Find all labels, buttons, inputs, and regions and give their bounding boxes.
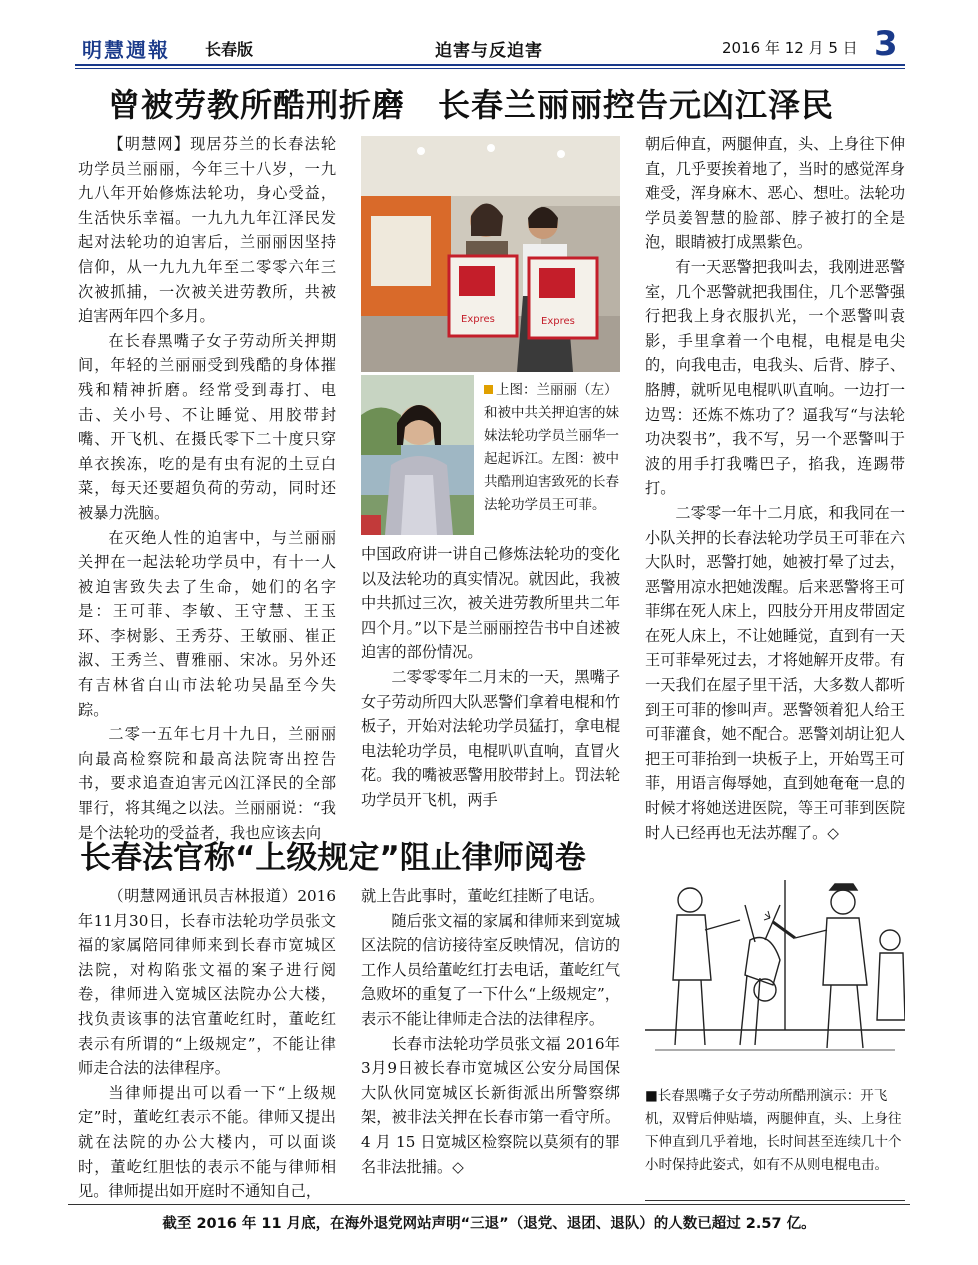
paragraph: 有一天恶警把我叫去，我刚进恶警室，几个恶警就把我围住，几个恶警强行把我上身衣服扒光，一个恶警叫袁影，手里拿着一个电棍，电棍是电尖的，向我电击，电我头、后背、脖子、胳膊，就听见电棍叭叭直响。一边打一边骂：还炼不炼功了？逼我写“与法轮功决裂书”，我不写，另一个恶警叫于波的用手打我嘴巴子，掐我，连踢带打。: [645, 257, 905, 498]
caption-rule: [645, 1200, 905, 1201]
article1-column-2: [361, 542, 620, 813]
paragraph: 就上告此事时，董屹红挂断了电话。: [361, 887, 604, 905]
page-number: 3: [874, 24, 898, 64]
newspaper-brand: 明慧週報: [82, 38, 170, 62]
paragraph: 长春市法轮功学员张文福 2016年3月9日被长春市宽城区公安分局国保大队伙同宽城区长新街派出所警察绑架，被非法关押在长春市第一看守所。4 月 15 日宽城区检察院以莫须有的罪名非法批捕。◇: [361, 1034, 620, 1176]
caption-marker: [484, 385, 493, 394]
torture-illustration: [645, 860, 905, 1078]
photo-caption-text: 上图：兰丽丽（左）和被中共关押迫害的妹妹法轮功学员兰丽华一起起诉江。左图：被中共酷刑迫害致死的长春法轮功学员王可菲。: [484, 382, 619, 513]
paragraph: 【明慧网】现居芬兰的长春法轮功学员兰丽丽，今年三十八岁，一九九八年开始修炼法轮功，身心受益，生活快乐幸福。一九九九年江泽民发起对法轮功的迫害后，兰丽丽因坚持信仰，从一九九九年至二零零六年三次被抓捕，一次被关进劳教所，共被迫害两年四个多月。: [78, 135, 336, 326]
footer-rule: [68, 1204, 910, 1205]
article2-column-1: [78, 884, 336, 1204]
photo-portrait-image: [361, 375, 474, 535]
article2-column-2: [361, 884, 620, 1179]
bag-label-left: Expres: [461, 314, 495, 325]
article1-column-1: [78, 132, 336, 845]
header-rule: [75, 64, 905, 66]
torture-illustration-drawing: [645, 860, 905, 1078]
paragraph: 二零零零年二月末的一天，黑嘴子女子劳动所四大队恶警们拿着电棍和竹板子，开始对法轮功学员猛打，拿电棍电法轮功学员，电棍叭叭直响，直冒火花。我的嘴被恶警用胶带封上。罚法轮功学员开飞机，两手: [361, 667, 620, 809]
illustration-caption: ■长春黑嘴子女子劳动所酷刑演示：开飞机，双臂后伸贴墙，两腿伸直，头、上身往下伸直到几乎着地，长时间甚至连续几十个小时保持此姿式，如有不从则电棍电击。: [645, 1088, 902, 1173]
photo-sisters-image: [361, 136, 620, 372]
paragraph: 朝后伸直，两腿伸直，头、上身往下伸直，几乎要挨着地了，当时的感觉浑身难受，浑身麻木、恶心、想吐。法轮功学员姜智慧的脸部、脖子被打的全是泡，眼睛被打成黑紫色。: [645, 135, 905, 252]
paragraph: （明慧网通讯员吉林报道）2016年11月30日，长春市法轮功学员张文福的家属陪同律师来到长春市宽城区法院，对构陷张文福的案子进行阅卷，律师进入宽城区法院办公大楼，找负责该事的法官董屹红时，董屹红表示有所谓的“上级规定”，不能让律师走合法的法律程序。: [78, 887, 336, 1078]
article1-column-3: [645, 132, 905, 845]
paragraph: 当律师提出可以看一下“上级规定”时，董屹红表示不能。律师又提出就在法院的办公大楼内，可以面谈时，董屹红胆怯的表示不能与律师相见。律师提出如开庭时不通知自己，: [78, 1083, 336, 1201]
paragraph: 随后张文福的家属和律师来到宽城区法院的信访接待室反映情况，信访的工作人员给董屹红打去电话，董屹红气急败坏的重复了一下什么“上级规定”，表示不能让律师走合法的法律程序。: [361, 911, 620, 1028]
issue-date: 2016 年 12 月 5 日: [722, 39, 858, 57]
header-rule-thin: [75, 68, 905, 69]
photo-sisters: [361, 136, 620, 372]
section-title: 迫害与反迫害: [435, 41, 543, 61]
article2-headline: 长春法官称“上级规定”阻止律师阅卷: [80, 840, 586, 876]
bag-label-right: Expres: [541, 316, 575, 327]
paragraph: 二零一五年七月十九日，兰丽丽向最高检察院和最高法院寄出控告书，要求追查迫害元凶江泽民的全部罪行，将其绳之以法。兰丽丽说：“我是个法轮功的受益者，我也应该去向: [78, 725, 336, 842]
paragraph: 在灭绝人性的迫害中，与兰丽丽关押在一起法轮功学员中，有十一人被迫害致失去了生命，她们的名字是：王可菲、李敏、王守慧、王玉环、李树影、王秀芬、王敏丽、崔正淑、王秀兰、曹雅丽、宋冰。另外还有吉林省白山市法轮功吴晶至今失踪。: [78, 528, 336, 719]
photo-portrait: [361, 375, 474, 535]
footer-notice: 截至 2016 年 11 月底，在海外退党网站声明“三退”（退党、退团、退队）的人数已超过 2.57 亿。: [162, 1216, 816, 1232]
article1-headline: 曾被劳教所酷刑折磨 长春兰丽丽控告元凶江泽民: [108, 86, 835, 124]
photo-caption: [484, 379, 620, 517]
paragraph: 中国政府讲一讲自己修炼法轮功的变化以及法轮功的真实情况。就因此，我被中共抓过三次，被关进劳教所里共二年四个月。”以下是兰丽丽控告书中自述被迫害的部份情况。: [361, 545, 620, 662]
paragraph: 在长春黑嘴子女子劳动所关押期间，年轻的兰丽丽受到残酷的身体摧残和精神折磨。经常受到毒打、电击、关小号、不让睡觉、用胶带封嘴、开飞机、在摄氏零下二十度只穿单衣挨冻，吃的是有虫有泥的土豆白菜，每天还要超负荷的劳动，同时还被暴力洗脑。: [78, 331, 336, 522]
paragraph: 二零零一年十二月底，和我同在一小队关押的长春法轮功学员王可菲在六大队时，恶警打她，她被打晕了过去，恶警用凉水把她泼醒。后来恶警将王可菲绑在死人床上，四肢分开用皮带固定在死人床上，不让她睡觉，直到有一天王可菲晕死过去，才将她解开皮带。有一天我们在屋子里干活，大多数人都听到王可菲的惨叫声。恶警领着犯人给王可菲灌食，她不配合。恶警刘胡让犯人把王可菲抬到一块板子上，开始骂王可菲，用语言侮辱她，直到她奄奄一息的时候才将她送进医院，等王可菲到医院时人已经再也无法苏醒了。◇: [645, 503, 905, 842]
edition-label: 长春版: [205, 40, 254, 59]
